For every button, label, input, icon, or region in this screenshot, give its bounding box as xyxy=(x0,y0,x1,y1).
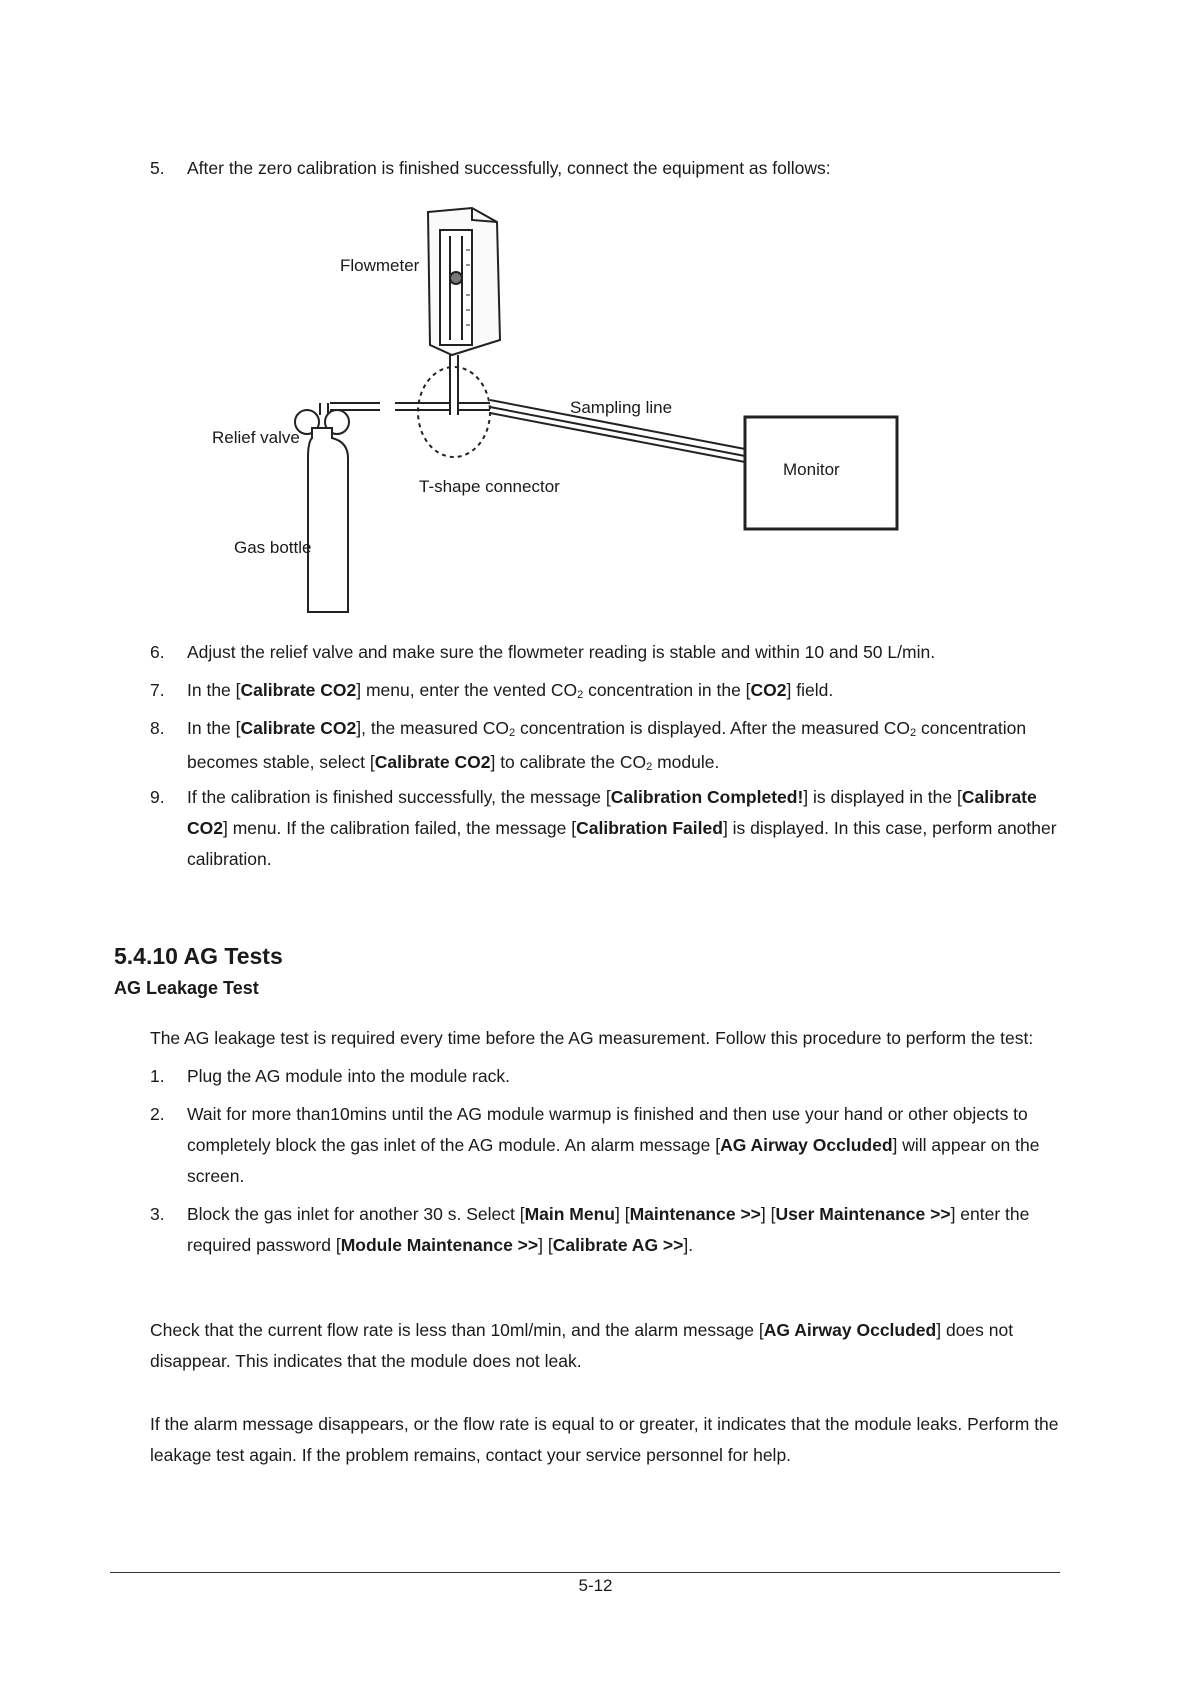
t-connector-label: T-shape connector xyxy=(419,477,560,496)
flowmeter-label: Flowmeter xyxy=(340,256,420,275)
subsection-title: AG Leakage Test xyxy=(114,978,259,998)
intro-paragraph: The AG leakage test is required every time before the AG measurement. Follow this procedure to perform the test: xyxy=(150,1028,1034,1048)
gas-bottle-label: Gas bottle xyxy=(234,538,312,557)
gas-bottle-shape xyxy=(308,428,348,612)
t-connector-highlight xyxy=(418,367,490,457)
check-paragraph: Check that the current flow rate is less than 10ml/min, and the alarm message [AG Airway Occluded] does not disappear. This indicates that the module does not leak. xyxy=(150,1320,1014,1371)
manual-page: 5. After the zero calibration is finished successfully, connect the equipment as follows: Flowmeter Sampling line Relief valve Monitor T-shape connector Gas bottle 6. Adjust the relief valve and make sure the flowmeter reading is stable and within 10 and 50 L/min. 7. In the [Calibrate CO2] menu, enter the vented $CO_2$ concentration in the [CO2] field. 8. In the [Calibrate CO2], the measured $CO_2$ concentration is displayed. After the measured $CO_2$ concentration becomes stable, select [Calibrate CO2] to calibrate the $CO_2$ module. 9. If the calibration is finished successfully, the message [Calibration Completed!] is displayed in the [Calibrate CO2] menu. If the calibration failed, the message [Calibration Failed] is displayed. In this case, perform another calibration. 5.4.10 AG Tests AG Leakage Test The AG leakage test is required every time before the AG measurement. Follow this procedure to perform the test: 1. Plug the AG module into the module rack. 2. Wait for more than10mins until the AG module warmup is finished and then use your hand or other objects to completely block the gas inlet of the AG module. An alarm message [AG Airway Occluded] will appear on the screen. 3. Block the gas inlet for another 30 s. Select [Main Menu] [Maintenance >>] [User Maintenance >>] enter the required password [Module Maintenance >>] [Calibrate AG >>]. Check that the current flow rate is less than 10ml/min, and the alarm message [AG Airway Occluded] does not disappear. This indicates that the module does not leak. If the alarm message disappears, or the flow rate is equal to or greater, it indicates that the module leaks. Perform the leakage test again. If the problem remains, contact your service personnel for help. 5-12 xyxy=(0,0,1191,1684)
calibration-setup-diagram xyxy=(200,200,900,620)
relief-valve-label: Relief valve xyxy=(212,428,300,447)
leak-paragraph: If the alarm message disappears, or the flow rate is equal to or greater, it indicates that the module leaks. Perform the leakage test again. If the problem remains, contact your service personnel for help. xyxy=(150,1414,1059,1465)
page-number: 5-12 xyxy=(578,1576,613,1595)
footer-divider xyxy=(110,1572,1060,1573)
flowmeter-device xyxy=(428,208,500,355)
monitor-label: Monitor xyxy=(783,460,840,479)
section-title: 5.4.10 AG Tests xyxy=(114,943,283,969)
sampling-line-label: Sampling line xyxy=(570,398,673,417)
flowmeter-tube xyxy=(450,355,458,415)
